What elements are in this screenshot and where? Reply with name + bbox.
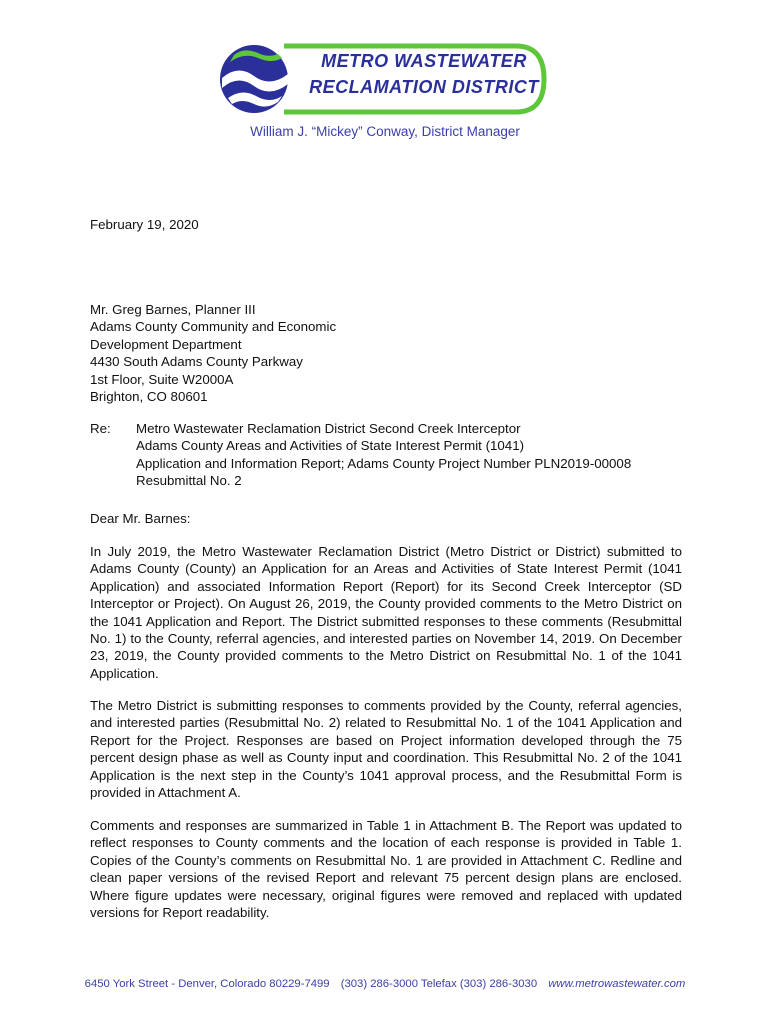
subject-label: Re: bbox=[90, 421, 111, 436]
recipient-line: Brighton, CO 80601 bbox=[90, 388, 208, 404]
subject-line: Resubmittal No. 2 bbox=[136, 473, 242, 489]
subject-line: Application and Information Report; Adams County Project Number PLN2019-00008 bbox=[136, 455, 632, 471]
body-paragraph-2: The Metro District is submitting responses to comments provided by the County, referral agencies, and interested parties (Resubmittal No. 2) related to Resubmittal No. 1 of the 1041 Application and Report for the Project. Responses are based on Project information developed through the 75 percent design phase as well as County input and coordination. This Resubmittal No. 2 of the 1041 Application is the next step in the County’s 1041 approval process, and the Resubmittal Form is provided in Attachment A. bbox=[90, 698, 682, 801]
recipient-line: 1st Floor, Suite W2000A bbox=[90, 371, 234, 387]
subject-lines bbox=[136, 420, 682, 490]
letter-footer bbox=[0, 978, 770, 990]
salutation: Dear Mr. Barnes: bbox=[90, 511, 191, 526]
body-paragraph-1: In July 2019, the Metro Wastewater Reclamation District (Metro District or District) submitted to Adams County (County) an Application for an Areas and Activities of State Interest Permit (1041 Application) and associated Information Report (Report) for its Second Creek Interceptor (SD Interceptor or Project). On August 26, 2019, the County provided comments to the Metro District on the 1041 Application and Report. The District submitted responses to these comments (Resubmittal No. 1) to the County, referral agencies, and interested parties on November 14, 2019. On December 23, 2019, the County provided comments to the Metro District on Resubmittal No. 1 of the 1041 Application. bbox=[90, 544, 682, 681]
district-manager-line: William J. “Mickey” Conway, District Manager bbox=[250, 124, 520, 139]
district-logo bbox=[216, 40, 550, 118]
subject-line: Adams County Areas and Activities of State Interest Permit (1041) bbox=[136, 438, 525, 454]
recipient-line: 4430 South Adams County Parkway bbox=[90, 354, 303, 370]
recipient-line: Development Department bbox=[90, 336, 242, 352]
footer-phone: (303) 286-3000 Telefax (303) 286-3030 bbox=[340, 978, 538, 990]
recipient-line: Adams County Community and Economic bbox=[90, 319, 337, 335]
logo-text bbox=[304, 50, 544, 98]
footer-website-link[interactable]: www.metrowastewater.com bbox=[548, 978, 686, 990]
footer-address: 6450 York Street - Denver, Colorado 80229-7499 bbox=[84, 978, 330, 990]
recipient-line: Mr. Greg Barnes, Planner III bbox=[90, 302, 256, 317]
subject-line: Metro Wastewater Reclamation District Second Creek Interceptor bbox=[136, 421, 521, 436]
logo-org-line1: METRO WASTEWATER bbox=[321, 51, 527, 71]
logo-org-line2: RECLAMATION DISTRICT bbox=[309, 77, 539, 97]
recipient-address bbox=[90, 301, 682, 405]
body-paragraph-3: Comments and responses are summarized in Table 1 in Attachment B. The Report was updated to reflect responses to County comments and the location of each response is provided in Table 1. Copies of the County’s comments on Resubmittal No. 1 are provided in Attachment C. Redline and clean paper versions of the revised Report and relevant 75 percent design plans are enclosed. Where figure updates were necessary, original figures were removed and replaced with updated versions for Report readability. bbox=[90, 818, 682, 921]
letter-date: February 19, 2020 bbox=[90, 217, 199, 232]
